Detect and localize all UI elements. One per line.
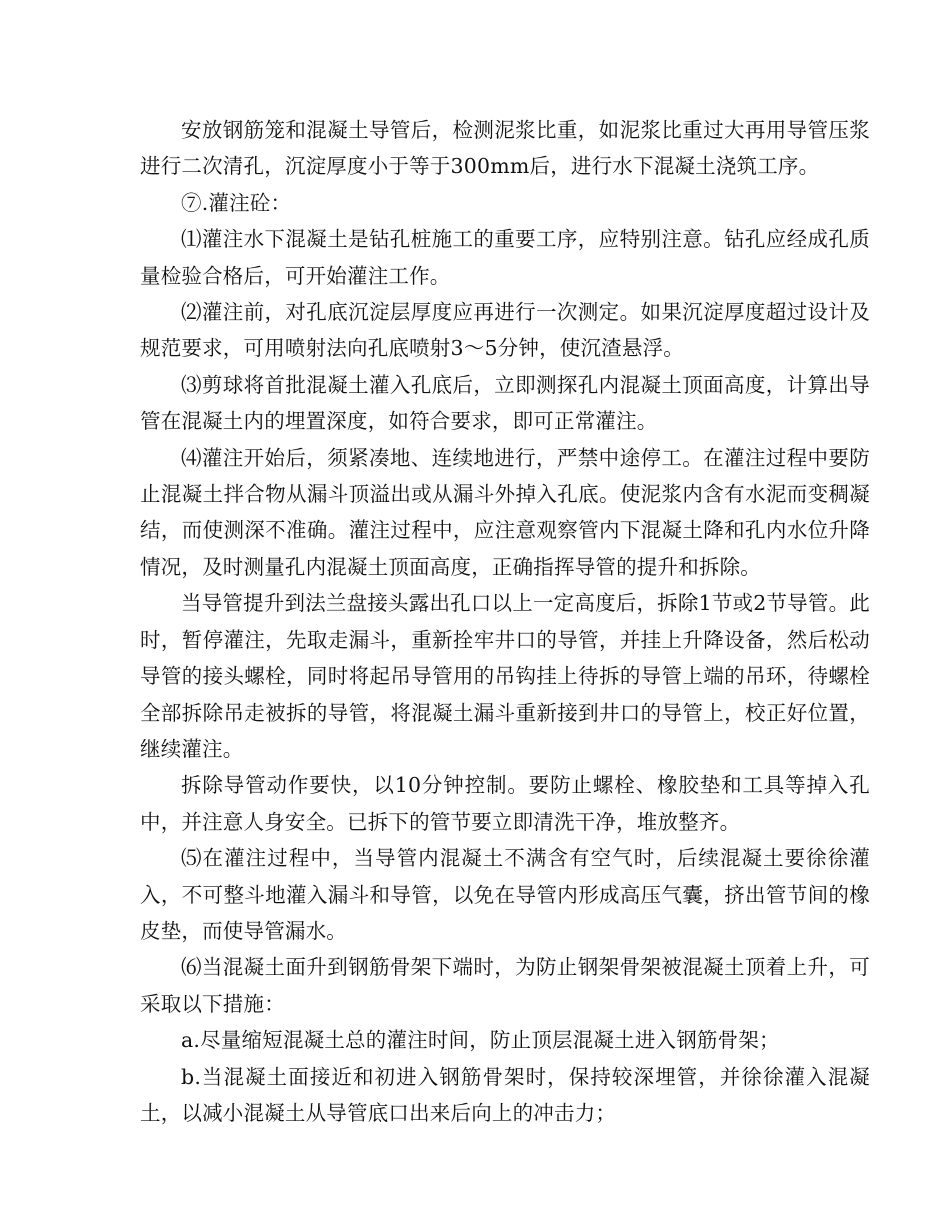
paragraph: 拆除导管动作要快，以10分钟控制。要防止螺栓、橡胶垫和工具等掉入孔中，并注意人身安全。已拆下的管节要立即清洗干净，堆放整齐。	[140, 773, 870, 834]
section-heading: ⑦.灌注砼：	[181, 190, 292, 215]
paragraph: ⑸在灌注过程中，当导管内混凝土不满含有空气时，后续混凝土要徐徐灌入，不可整斗地灌入漏斗和导管，以免在导管内形成高压气囊，挤出管节间的橡皮垫，而使导管漏水。	[140, 846, 870, 943]
paragraph: ⑷灌注开始后，须紧凑地、连续地进行，严禁中途停工。在灌注过程中要防止混凝土拌合物从漏斗顶溢出或从漏斗外掉入孔底。使泥浆内含有水泥而变稠凝结，而使测深不准确。灌注过程中，应注意观察管内下混凝土降和孔内水位升降情况，及时测量孔内混凝土顶面高度，正确指挥导管的提升和拆除。	[140, 445, 870, 579]
paragraph: 安放钢筋笼和混凝土导管后，检测泥浆比重，如泥浆比重过大再用导管压浆进行二次清孔，沉淀厚度小于等于300mm后，进行水下混凝土浇筑工序。	[140, 118, 870, 179]
paragraph: ⑹当混凝土面升到钢筋骨架下端时，为防止钢架骨架被混凝土顶着上升，可采取以下措施：	[140, 955, 870, 1016]
paragraph: ⑶剪球将首批混凝土灌入孔底后，立即测探孔内混凝土顶面高度，计算出导管在混凝土内的埋置深度，如符合要求，即可正常灌注。	[140, 372, 870, 434]
list-item: a.尽量缩短混凝土总的灌注时间，防止顶层混凝土进入钢筋骨架；	[181, 1028, 780, 1053]
list-item: b.当混凝土面接近和初进入钢筋骨架时，保持较深埋管，并徐徐灌入混凝土，以减小混凝土从导管底口出来后向上的冲击力；	[140, 1064, 870, 1125]
paragraph: ⑴灌注水下混凝土是钻孔桩施工的重要工序，应特别注意。钻孔应经成孔质量检验合格后，可开始灌注工作。	[140, 227, 870, 288]
paragraph: 当导管提升到法兰盘接头露出孔口以上一定高度后，拆除1节或2节导管。此时，暂停灌注，先取走漏斗，重新拴牢井口的导管，并挂上升降设备，然后松动导管的接头螺栓，同时将起吊导管用的吊钩挂上待拆的导管上端的吊环，待螺栓全部拆除吊走被拆的导管，将混凝土漏斗重新接到井口的导管上，校正好位置，继续灌注。	[140, 591, 870, 761]
paragraph: ⑵灌注前，对孔底沉淀层厚度应再进行一次测定。如果沉淀厚度超过设计及规范要求，可用喷射法向孔底喷射3～5分钟，使沉渣悬浮。	[140, 300, 870, 361]
document-body	[140, 112, 870, 1131]
